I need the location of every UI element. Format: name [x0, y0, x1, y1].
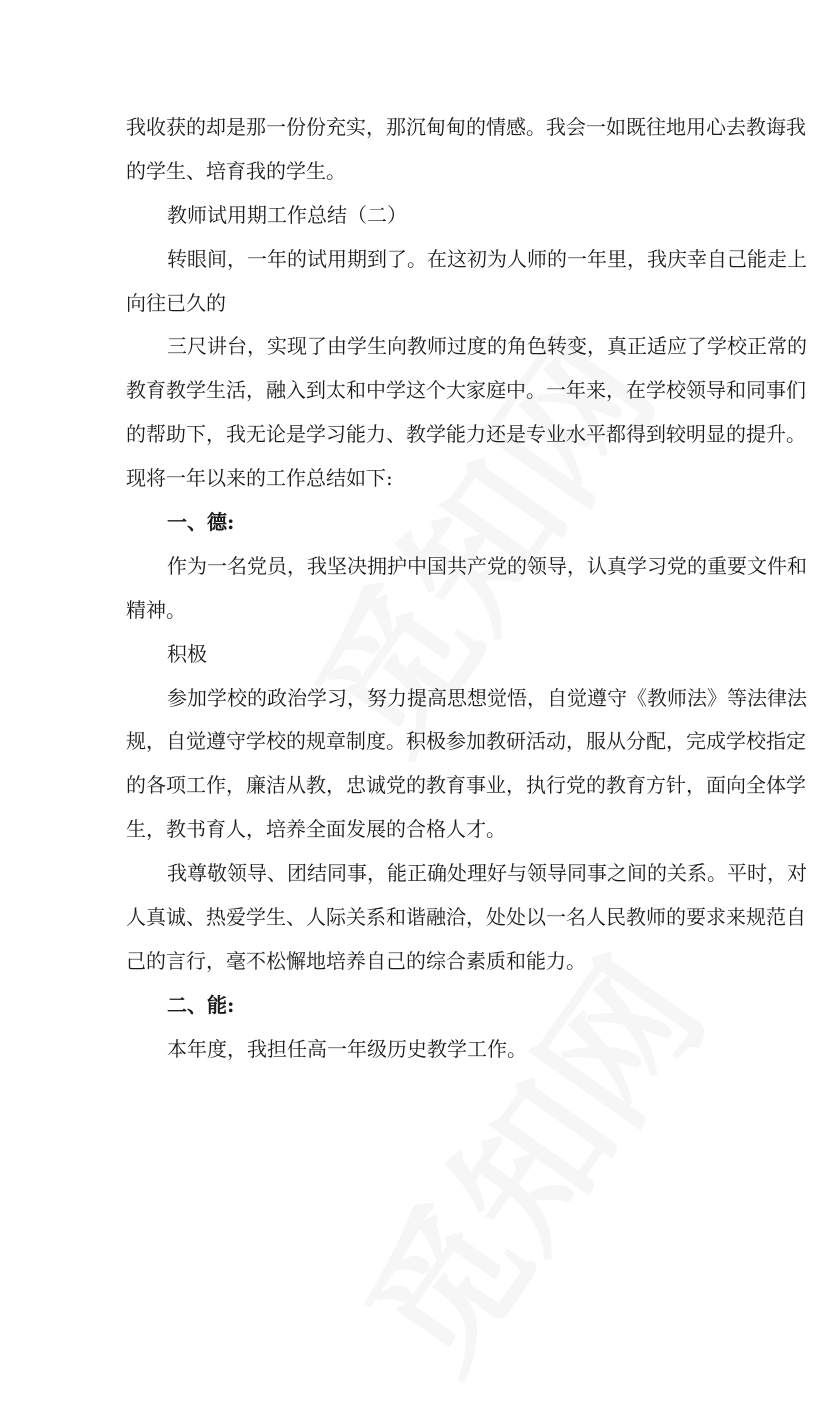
paragraph — [126, 194, 701, 238]
text-line: 现将一年以来的工作总结如下: — [126, 466, 393, 491]
text-line: 人真诚、热爱学生、人际关系和谐融洽，处处以一名人民教师的要求来规范自 — [126, 905, 806, 930]
paragraph — [126, 545, 807, 633]
paragraph — [126, 325, 807, 501]
text-line: 本年度，我担任高一年级历史教学工作。 — [167, 1036, 527, 1061]
text-line: 二、能: — [167, 992, 235, 1017]
text-line: 的各项工作，廉洁从教，忠诚党的教育事业，执行党的教育方针，面向全体学 — [126, 773, 806, 798]
text-line: 参加学校的政治学习，努力提高思想觉悟，自觉遵守《教师法》等法律法 — [167, 685, 807, 710]
text-line: 三尺讲台，实现了由学生向教师过度的角色转变，真正适应了学校正常的 — [167, 334, 807, 359]
text-line: 一、德: — [167, 510, 235, 535]
text-line: 转眼间，一年的试用期到了。在这初为人师的一年里，我庆幸自己能走上 — [167, 246, 807, 271]
text-line: 的帮助下，我无论是学习能力、教学能力还是专业水平都得到较明显的提升。 — [126, 422, 806, 447]
text-line: 教师试用期工作总结（二） — [167, 202, 407, 227]
text-line: 的学生、培育我的学生。 — [126, 158, 346, 183]
text-line: 精神。 — [126, 597, 186, 622]
text-line: 作为一名党员，我坚决拥护中国共产党的领导，认真学习党的重要文件和 — [167, 553, 807, 578]
paragraph — [126, 106, 806, 194]
paragraph — [126, 677, 807, 853]
text-line: 向往已久的 — [126, 290, 226, 315]
text-line: 规，自觉遵守学校的规章制度。积极参加教研活动，服从分配，完成学校指定 — [126, 729, 806, 754]
text-line: 我尊敬领导、团结同事，能正确处理好与领导同事之间的关系。平时，对 — [167, 861, 807, 886]
paragraph — [126, 633, 701, 677]
text-line: 我收获的却是那一份份充实，那沉甸甸的情感。我会一如既往地用心去教诲我 — [126, 115, 806, 139]
text-line: 己的言行，毫不松懈地培养自己的综合素质和能力。 — [126, 948, 586, 973]
paragraph — [126, 1028, 701, 1072]
section-heading — [126, 501, 701, 545]
document-page — [126, 106, 807, 1072]
paragraph — [126, 852, 807, 984]
section-heading — [126, 984, 701, 1028]
paragraph — [126, 238, 807, 326]
text-line: 积极 — [167, 641, 207, 666]
text-line: 生，教书育人，培养全面发展的合格人才。 — [126, 817, 506, 842]
text-line: 教育教学生活，融入到太和中学这个大家庭中。一年来，在学校领导和同事们 — [126, 378, 806, 403]
